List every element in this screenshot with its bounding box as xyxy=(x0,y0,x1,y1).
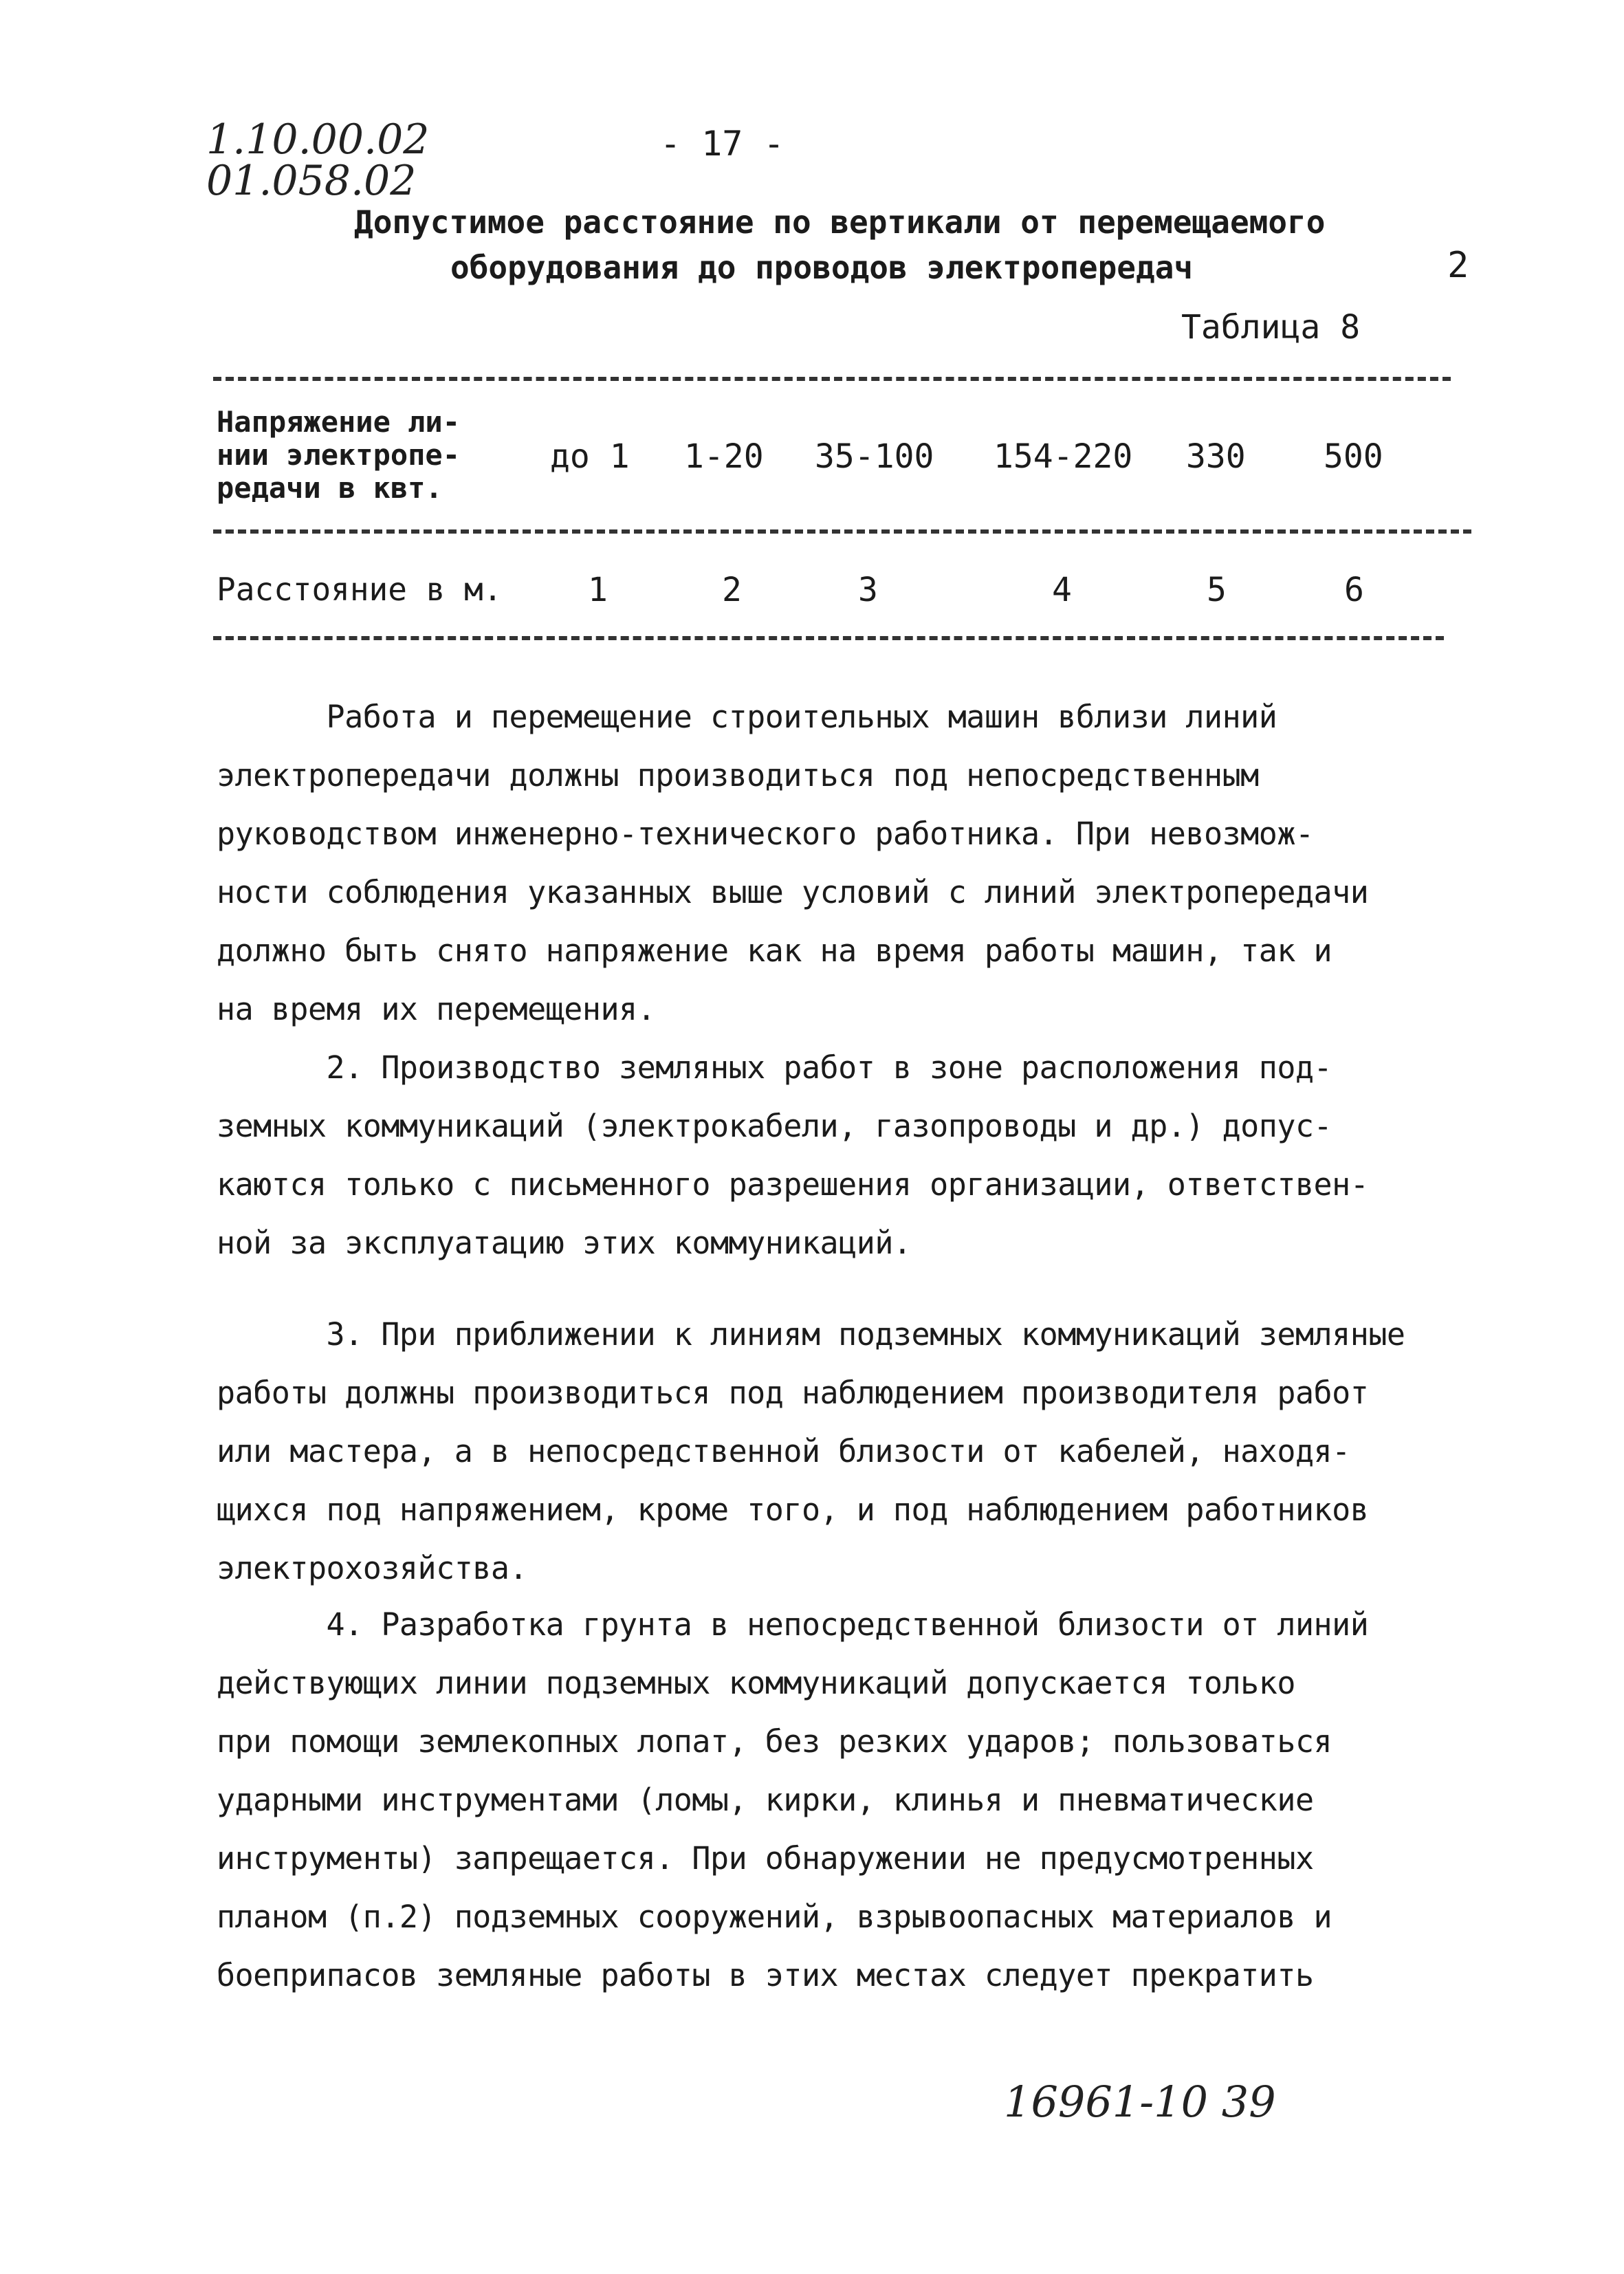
table-cell-distance: 4 xyxy=(1052,571,1072,609)
table-cell-voltage: 330 xyxy=(1186,437,1246,476)
table-cell-voltage: до 1 xyxy=(550,437,630,476)
table-cell-voltage: 1-20 xyxy=(684,437,764,476)
paragraph-2 xyxy=(217,1038,1454,1272)
side-mark: 2 xyxy=(1447,245,1469,286)
table-cell-voltage: 154-220 xyxy=(994,437,1133,476)
document-code-line1: 1.10.00.02 xyxy=(206,116,430,164)
table-cell-distance: 5 xyxy=(1207,571,1227,609)
text-line: каются только с письменного разрешения организации, ответствен- xyxy=(217,1166,1369,1203)
row-header-line: Напряжение ли- xyxy=(217,405,461,439)
table-row-header-distance: Расстояние в м. xyxy=(217,571,503,608)
table-rule-top xyxy=(213,377,1451,381)
paragraph-1 xyxy=(217,688,1454,1038)
text-line: боеприпасов земляные работы в этих местах следует прекратить xyxy=(217,1957,1314,1993)
text-line: 2. Производство земляных работ в зоне расположения под- xyxy=(217,1049,1332,1086)
text-line: 3. При приближении к линиям подземных коммуникаций земляные xyxy=(217,1316,1405,1353)
text-line: 4. Разработка грунта в непосредственной близости от линий xyxy=(217,1606,1369,1643)
paragraph-4 xyxy=(217,1595,1454,2004)
table-row-header-voltage xyxy=(217,406,460,505)
table-rule-bottom xyxy=(213,636,1444,640)
table-title-line1: Допустимое расстояние по вертикали от перемещаемого xyxy=(354,204,1326,241)
text-line: или мастера, а в непосредственной близости от кабелей, находя- xyxy=(217,1433,1350,1469)
table-rule-middle xyxy=(213,529,1471,534)
text-line: руководством инженерно-технического работника. При невозмож- xyxy=(217,816,1314,852)
text-line: электропередачи должны производиться под непосредственным xyxy=(217,757,1259,794)
text-line: инструменты) запрещается. При обнаружении не предусмотренных xyxy=(217,1840,1314,1877)
table-cell-voltage: 35-100 xyxy=(815,437,934,476)
table-caption: Таблица 8 xyxy=(1181,308,1361,347)
document-code-line2: 01.058.02 xyxy=(206,157,417,205)
table-cell-distance: 6 xyxy=(1344,571,1364,609)
text-line: при помощи землекопных лопат, без резких ударов; пользоваться xyxy=(217,1723,1332,1760)
table-title-line2: оборудования до проводов электропередач xyxy=(450,249,1194,286)
text-line: планом (п.2) подземных сооружений, взрывоопасных материалов и xyxy=(217,1899,1332,1935)
page-number: - 17 - xyxy=(660,124,784,164)
text-line: работы должны производиться под наблюдением производителя работ xyxy=(217,1375,1369,1411)
table-cell-distance: 3 xyxy=(858,571,878,609)
row-header-line: нии электропе- xyxy=(217,438,461,472)
text-line: щихся под напряжением, кроме того, и под наблюдением работников xyxy=(217,1491,1369,1528)
paragraph-3 xyxy=(217,1305,1454,1597)
text-line: Работа и перемещение строительных машин вблизи линий xyxy=(217,699,1277,735)
table-cell-distance: 1 xyxy=(588,571,608,609)
text-line: на время их перемещения. xyxy=(217,991,656,1027)
table-cell-voltage: 500 xyxy=(1324,437,1383,476)
text-line: ной за эксплуатацию этих коммуникаций. xyxy=(217,1225,912,1261)
table-cell-distance: 2 xyxy=(722,571,742,609)
text-line: ности соблюдения указанных выше условий с линий электропередачи xyxy=(217,874,1369,910)
text-line: ударными инструментами (ломы, кирки, клинья и пневматические xyxy=(217,1782,1314,1818)
archive-stamp: 16961-10 39 xyxy=(1004,2077,1276,2127)
row-header-line: редачи в квт. xyxy=(217,471,443,505)
text-line: земных коммуникаций (электрокабели, газопроводы и др.) допус- xyxy=(217,1108,1332,1144)
text-line: должно быть снято напряжение как на время работы машин, так и xyxy=(217,932,1332,969)
text-line: действующих линии подземных коммуникаций допускается только xyxy=(217,1665,1295,1701)
text-line: электрохозяйства. xyxy=(217,1550,528,1586)
